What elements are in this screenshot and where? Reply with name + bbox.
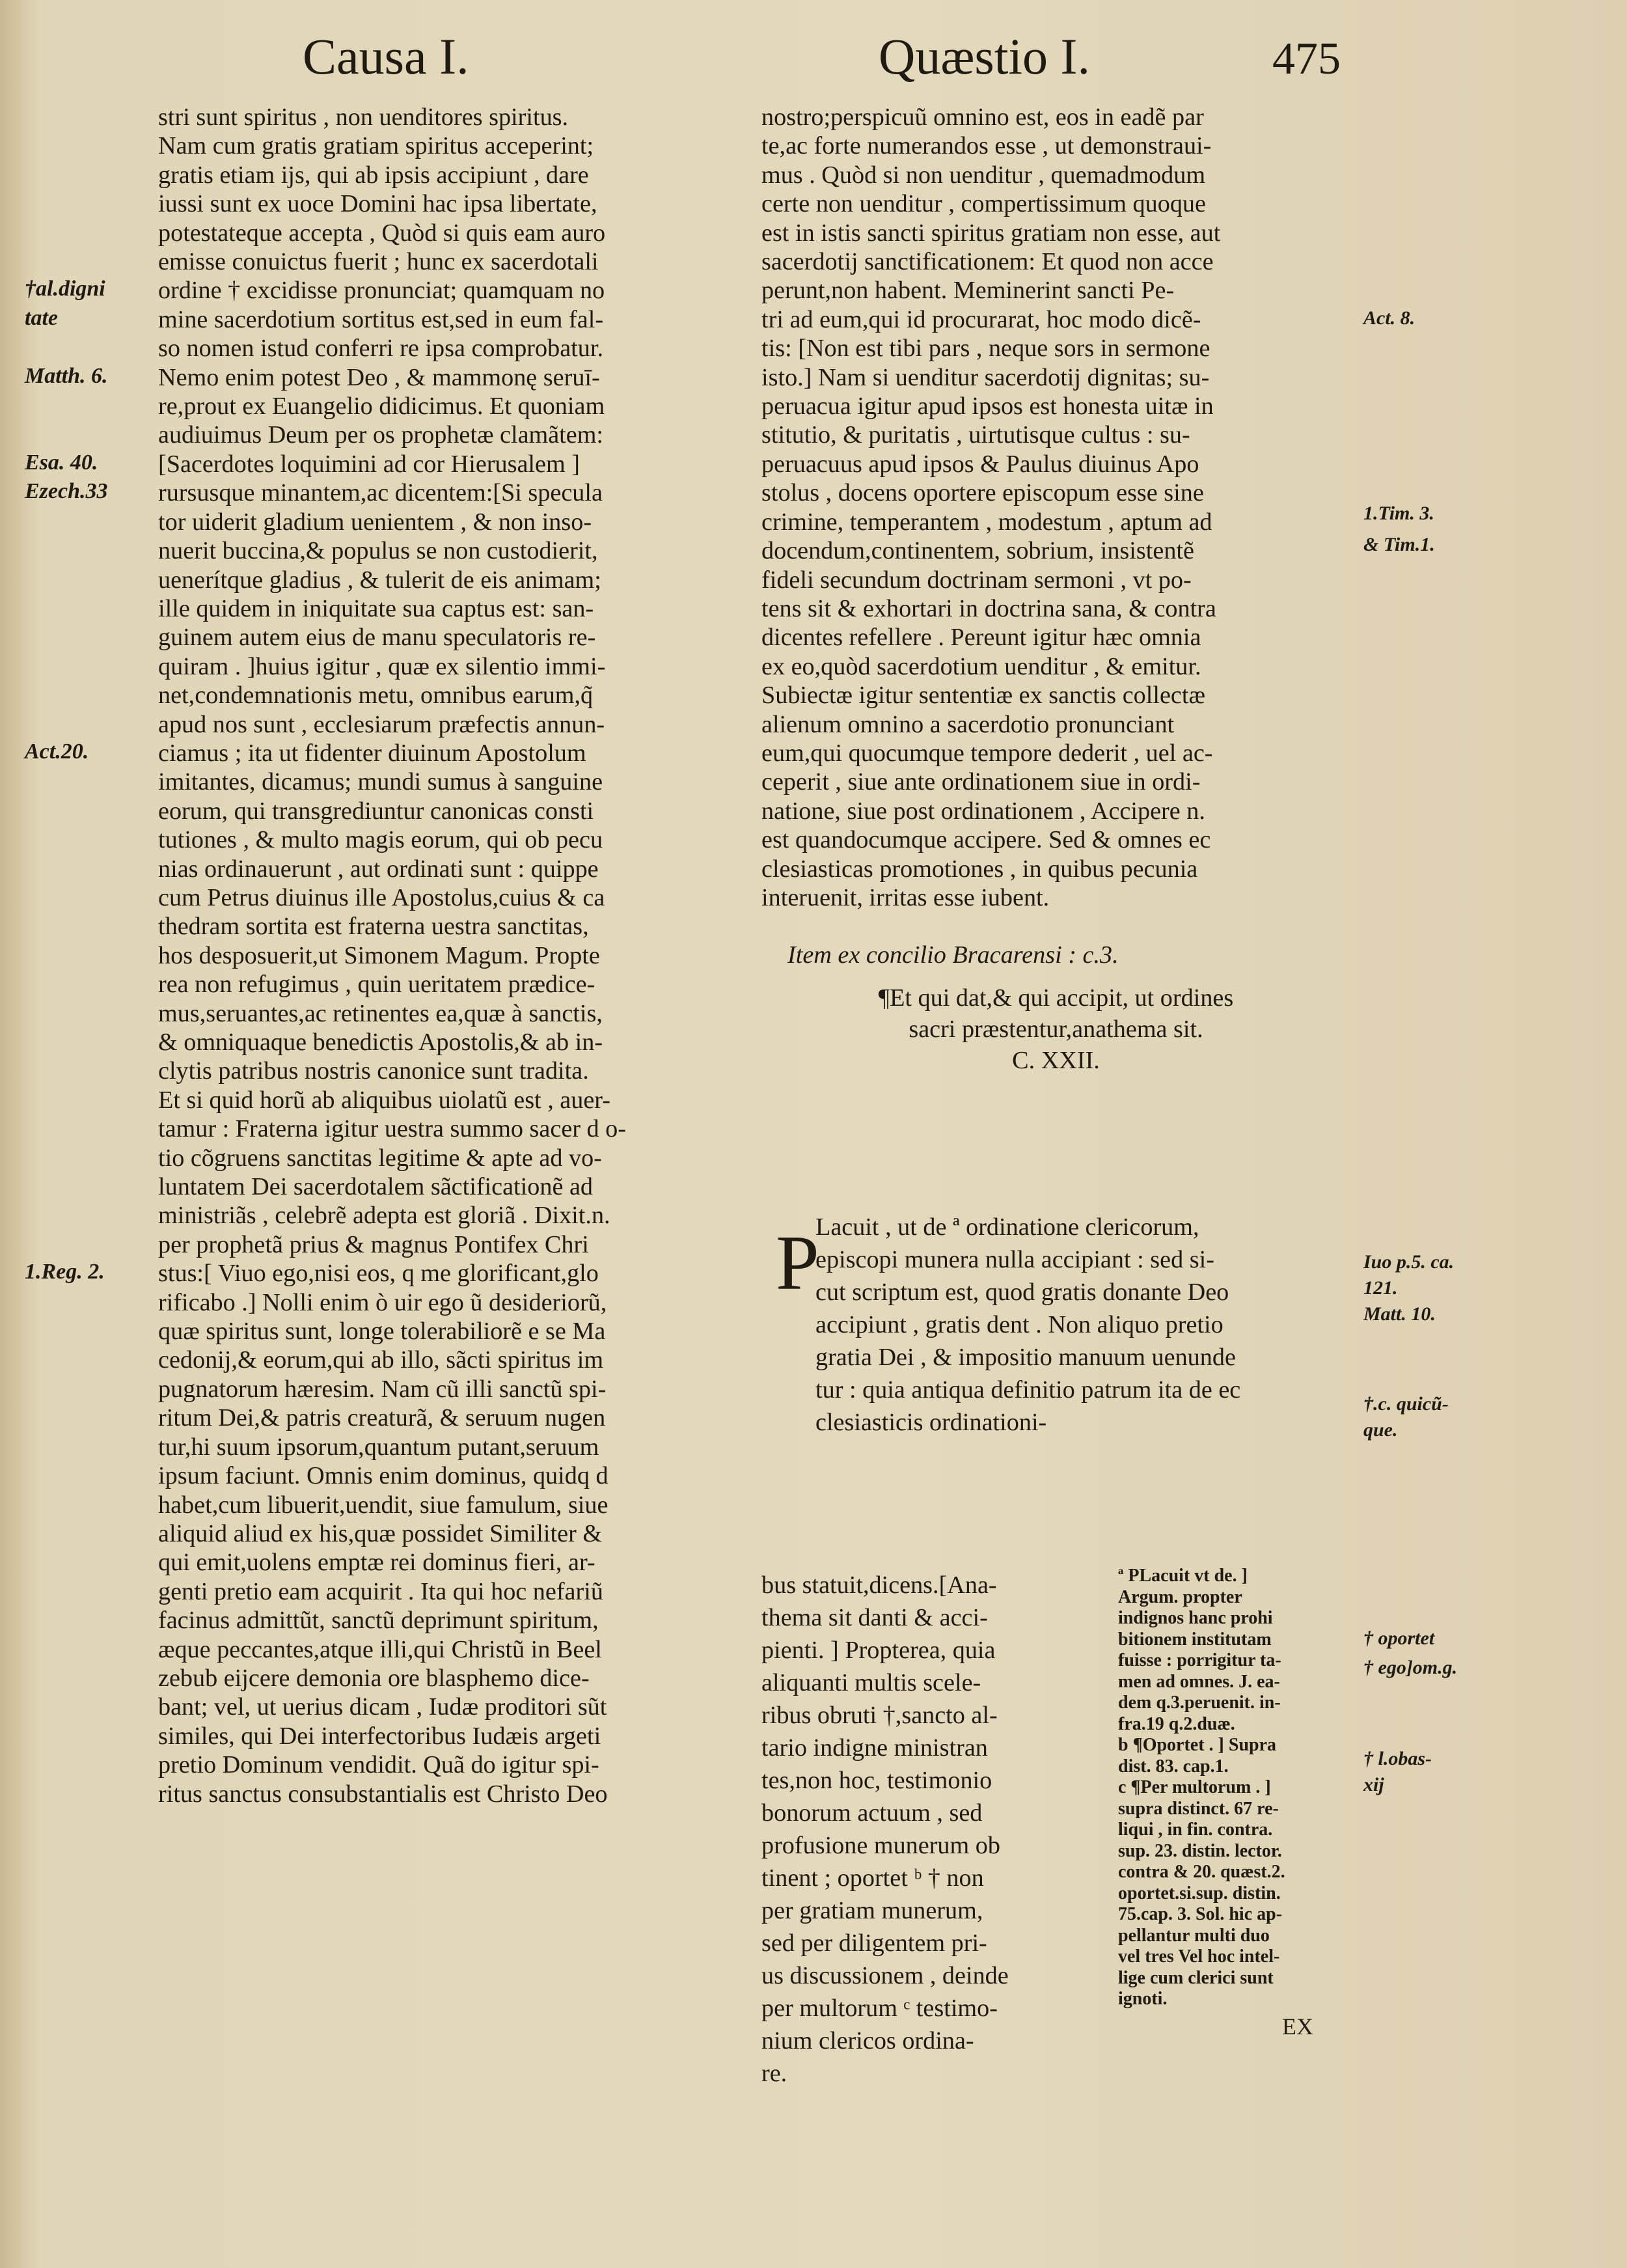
text-line: ille quidem in iniquitate sua captus est: san- bbox=[158, 594, 594, 622]
text-line: potestateque accepta , Quòd si quis eam auro bbox=[158, 219, 606, 247]
text-line: Et si quid horũ ab aliquibus uiolatũ est , auer- bbox=[158, 1086, 610, 1114]
running-head-center: Quæstio I. bbox=[879, 28, 1091, 85]
margin-reference: Ezech.33 bbox=[25, 479, 108, 504]
text-line: peruacuus apud ipsos & Paulus diuinus Apo bbox=[761, 450, 1199, 478]
text-line: [Sacerdotes loquimini ad cor Hierusalem ] bbox=[158, 450, 580, 478]
text-line: ribus obruti †,sancto al- bbox=[761, 1702, 998, 1729]
text-line: audiuimus Deum per os prophetæ clamãtem: bbox=[158, 421, 604, 449]
text-line: tis: [Non est tibi pars , neque sors in sermone bbox=[761, 335, 1210, 363]
text-line: cum Petrus diuinus ille Apostolus,cuius & ca bbox=[158, 883, 605, 911]
text-line: Nam cum gratis gratiam spiritus acceperint; bbox=[158, 132, 594, 160]
text-line: rificabo .] Nolli enim ò uir ego ũ desideriorũ, bbox=[158, 1288, 607, 1316]
text-line: pienti. ] Propterea, quia bbox=[761, 1637, 996, 1664]
text-line: habet,cum libuerit,uendit, siue famulum, siue bbox=[158, 1491, 608, 1519]
text-line: episcopi munera nulla accipiant : sed si- bbox=[815, 1246, 1214, 1273]
margin-reference: 121. bbox=[1363, 1277, 1398, 1299]
text-line: genti pretio eam acquirit . Ita qui hoc nefariũ bbox=[158, 1577, 603, 1605]
text-line: ritus sanctus consubstantialis est Christo Deo bbox=[158, 1780, 608, 1808]
text-line: & omniquaque benedictis Apostolis,& ab in- bbox=[158, 1029, 603, 1056]
margin-reference: xij bbox=[1363, 1774, 1384, 1795]
text-line: clesiasticas promotiones , in quibus pecunia bbox=[761, 855, 1198, 883]
text-line: est quandocumque accipere. Sed & omnes ec bbox=[761, 826, 1211, 854]
text-line: ritum Dei,& patris creaturã, & seruum nugen bbox=[158, 1404, 606, 1432]
text-line: crimine, temperantem , modestum , aptum ad bbox=[761, 508, 1212, 536]
text-line: nias ordinauerunt , aut ordinati sunt : quippe bbox=[158, 855, 599, 883]
gloss-line: oportet.si.sup. distin. bbox=[1118, 1883, 1281, 1903]
margin-reference: 1.Tim. 3. bbox=[1363, 503, 1434, 524]
text-line: facinus admittũt, sanctũ deprimunt spiritum, bbox=[158, 1607, 599, 1635]
text-line: us discussionem , deinde bbox=[761, 1962, 1009, 1989]
text-line: alienum omnino a sacerdotio pronunciant bbox=[761, 710, 1175, 738]
text-line: gratia Dei , & impositio manuum uenunde bbox=[815, 1344, 1236, 1371]
text-line: est in istis sancti spiritus gratiam non esse, aut bbox=[761, 219, 1221, 247]
margin-reference: Iuo p.5. ca. bbox=[1363, 1251, 1455, 1273]
text-line: rea non refugimus , quin ueritatem prædice- bbox=[158, 971, 595, 999]
text-line: similes, qui Dei interfectoribus Iudæis argeti bbox=[158, 1722, 601, 1750]
canon-summary: sacri præstentur,anathema sit. bbox=[909, 1016, 1203, 1044]
text-line: tes,non hoc, testimonio bbox=[761, 1767, 992, 1794]
text-line: quiram . ]huius igitur , quæ ex silentio immi- bbox=[158, 652, 606, 680]
text-line: Lacuit , ut de ª ordinatione clericorum, bbox=[815, 1213, 1199, 1241]
text-line: aliquanti multis scele- bbox=[761, 1669, 981, 1696]
text-line: docendum,continentem, sobrium, insistentẽ bbox=[761, 537, 1194, 565]
gloss-line: fra.19 q.2.duæ. bbox=[1118, 1713, 1235, 1734]
text-line: luntatem Dei sacerdotalem sãctificationẽ ad bbox=[158, 1173, 593, 1201]
text-line: interuenit, irritas esse iubent. bbox=[761, 883, 1050, 911]
margin-reference: Matt. 10. bbox=[1363, 1303, 1436, 1325]
text-line: re. bbox=[761, 2060, 787, 2087]
text-line: mus . Quòd si non uenditur , quemadmodum bbox=[761, 161, 1206, 189]
text-line: tario indigne ministran bbox=[761, 1734, 988, 1762]
canon-text-wide bbox=[815, 1211, 1350, 1439]
text-line: hos desposuerit,ut Simonem Magum. Propte bbox=[158, 941, 600, 969]
text-line: clytis patribus nostris canonice sunt tradita. bbox=[158, 1057, 589, 1085]
gloss-line: dem q.3.peruenit. in- bbox=[1118, 1693, 1281, 1713]
text-line: per multorum ᶜ testimo- bbox=[761, 1995, 998, 2022]
canon-rubric: Item ex concilio Bracarensi : c.3. bbox=[787, 941, 1119, 969]
text-line: re,prout ex Euangelio didicimus. Et quoniam bbox=[158, 393, 605, 421]
canon-text-narrow bbox=[761, 1569, 1106, 2090]
text-line: æque peccantes,atque illi,qui Christũ in Beel bbox=[158, 1635, 602, 1663]
gloss-line: bitionem institutam bbox=[1118, 1629, 1272, 1650]
text-line: sacerdotij sanctificationem: Et quod non acce bbox=[761, 248, 1214, 276]
gloss-line: sup. 23. distin. lector. bbox=[1118, 1840, 1282, 1861]
gloss-line: c ¶Per multorum . ] bbox=[1118, 1777, 1271, 1797]
margin-reference: & Tim.1. bbox=[1363, 534, 1435, 555]
text-line: stitutio, & puritatis , uirtutisque cultus : su- bbox=[761, 421, 1190, 449]
text-line: ordine † excidisse pronunciat; quamquam no bbox=[158, 277, 605, 305]
text-line: ex eo,quòd sacerdotium uenditur , & emitur. bbox=[761, 652, 1201, 680]
margin-reference: †al.digni bbox=[25, 277, 105, 301]
chapter-number: C. XXII. bbox=[1012, 1047, 1100, 1075]
text-line: isto.] Nam si uenditur sacerdotij dignitas; su- bbox=[761, 363, 1210, 391]
text-line: pretio Dominum vendidit. Quã do igitur spi- bbox=[158, 1751, 599, 1779]
text-line: dicentes refellere . Pereunt igitur hæc omnia bbox=[761, 624, 1201, 652]
canon-summary: ¶Et qui dat,& qui accipit, ut ordines bbox=[878, 984, 1234, 1012]
gloss-line: men ad omnes. J. ea- bbox=[1118, 1671, 1280, 1692]
text-line: quæ spiritus sunt, longe tolerabiliorẽ e se Ma bbox=[158, 1318, 606, 1346]
text-line: apud nos sunt , ecclesiarum præfectis annun- bbox=[158, 710, 605, 738]
text-line: accipiunt , gratis dent . Non aliquo pretio bbox=[815, 1311, 1224, 1338]
gloss-line: Argum. propter bbox=[1118, 1586, 1242, 1607]
gloss-line: fuisse : porrigitur ta- bbox=[1118, 1650, 1281, 1670]
text-line: bonorum actuum , sed bbox=[761, 1799, 983, 1827]
text-line: tri ad eum,qui id procurarat, hoc modo dicẽ- bbox=[761, 305, 1201, 333]
text-line: eum,qui quocumque tempore dederit , uel ac- bbox=[761, 739, 1213, 767]
gloss-line: vel tres Vel hoc intel- bbox=[1118, 1946, 1280, 1967]
margin-reference: † oportet bbox=[1363, 1627, 1435, 1649]
text-line: aliquid aliud ex his,quæ possidet Similiter & bbox=[158, 1519, 603, 1547]
gloss-line: pellantur multi duo bbox=[1118, 1925, 1270, 1946]
text-line: sed per diligentem pri- bbox=[761, 1929, 987, 1957]
gloss-line: supra distinct. 67 re- bbox=[1118, 1798, 1279, 1819]
text-line: ceperit , siue ante ordinationem siue in ordi- bbox=[761, 768, 1201, 796]
text-line: eorum, qui transgrediuntur canonicas consti bbox=[158, 797, 594, 825]
text-line: stus:[ Viuo ego,nisi eos, q me glorificant,glo bbox=[158, 1260, 599, 1288]
text-line: perunt,non habent. Meminerint sancti Pe- bbox=[761, 277, 1175, 305]
margin-reference: tate bbox=[25, 305, 58, 330]
margin-reference: Matth. 6. bbox=[25, 363, 108, 388]
text-line: pugnatorum hæresim. Nam cũ illi sanctũ spi- bbox=[158, 1375, 607, 1403]
text-line: iussi sunt ex uoce Domini hac ipsa libertate, bbox=[158, 190, 597, 218]
drop-cap: P bbox=[776, 1219, 819, 1306]
text-line: nium clericos ordina- bbox=[761, 2027, 974, 2054]
text-line: tamur : Fraterna igitur uestra summo sacer d o- bbox=[158, 1115, 626, 1143]
text-line: per prophetã prius & magnus Pontifex Chri bbox=[158, 1230, 589, 1258]
gloss-line: ignoti. bbox=[1118, 1989, 1168, 2009]
gloss-column bbox=[1118, 1566, 1356, 2010]
text-line: tinent ; oportet ᵇ † non bbox=[761, 1864, 984, 1892]
running-head-left: Causa I. bbox=[303, 28, 469, 85]
margin-reference: †.c. quicũ- bbox=[1363, 1393, 1449, 1415]
text-line: tor uiderit gladium uenientem , & non inso- bbox=[158, 508, 592, 536]
text-line: Nemo enim potest Deo , & mammonę seruī- bbox=[158, 363, 600, 391]
gloss-line: 75.cap. 3. Sol. hic ap- bbox=[1118, 1904, 1283, 1924]
text-line: certe non uenditur , compertissimum quoque bbox=[761, 190, 1206, 218]
margin-reference: † ego]om.g. bbox=[1363, 1657, 1458, 1678]
text-line: ciamus ; ita ut fidenter diuinum Apostolum bbox=[158, 739, 586, 767]
text-line: tur : quia antiqua definitio patrum ita de ec bbox=[815, 1376, 1241, 1404]
text-line: nostro;perspicuũ omnino est, eos in eadẽ par bbox=[761, 104, 1204, 131]
catchword: EX bbox=[1282, 2013, 1313, 2040]
text-line: per gratiam munerum, bbox=[761, 1897, 983, 1924]
margin-reference: 1.Reg. 2. bbox=[25, 1260, 105, 1284]
gloss-line: dist. 83. cap.1. bbox=[1118, 1756, 1229, 1777]
text-line: fideli secundum doctrinam sermoni , vt po- bbox=[761, 566, 1192, 594]
text-line: ministriãs , celebrẽ adepta est gloriã . Dixit.n. bbox=[158, 1202, 610, 1230]
text-line: tutiones , & multo magis eorum, qui ob pecu bbox=[158, 826, 603, 854]
text-line: natione, siue post ordinationem , Accipere n. bbox=[761, 797, 1205, 825]
text-line: emisse conuictus fuerit ; hunc ex sacerdotali bbox=[158, 248, 599, 276]
page-number: 475 bbox=[1272, 34, 1341, 84]
text-line: peruacua igitur apud ipsos est honesta uitæ in bbox=[761, 393, 1214, 421]
text-line: zebub eijcere demonia ore blasphemo dice- bbox=[158, 1664, 590, 1692]
text-line: thedram sortita est fraterna uestra sanctitas, bbox=[158, 913, 589, 941]
text-line: bant; vel, ut uerius dicam , Iudæ proditori sũt bbox=[158, 1693, 607, 1721]
right-column-upper bbox=[761, 103, 1350, 1076]
text-line: mine sacerdotium sortitus est,sed in eum fal- bbox=[158, 305, 604, 333]
text-line: tio cõgruens sanctitas legitime & apte ad vo- bbox=[158, 1144, 602, 1172]
text-line: cedonij,& eorum,qui ab illo, sãcti spiritus im bbox=[158, 1346, 604, 1374]
text-line: stolus , docens oportere episcopum esse sine bbox=[761, 479, 1204, 507]
text-line: nuerit buccina,& populus se non custodierit, bbox=[158, 537, 598, 565]
text-line: rursusque minantem,ac dicentem:[Si specula bbox=[158, 479, 603, 507]
gloss-line: contra & 20. quæst.2. bbox=[1118, 1862, 1285, 1882]
text-line: guinem autem eius de manu speculatoris re- bbox=[158, 624, 596, 652]
text-line: imitantes, dicamus; mundi sumus à sanguine bbox=[158, 768, 603, 796]
left-column bbox=[158, 103, 739, 1808]
margin-reference: que. bbox=[1363, 1419, 1398, 1441]
text-line: uenerítque gladius , & tulerit de eis animam; bbox=[158, 566, 601, 594]
gloss-line: ª PLacuit vt de. ] bbox=[1118, 1566, 1248, 1586]
text-line: gratis etiam ijs, qui ab ipsis accipiunt , dare bbox=[158, 161, 589, 189]
text-line: clesiasticis ordinationi- bbox=[815, 1409, 1047, 1436]
text-line: so nomen istud conferri re ipsa comprobatur. bbox=[158, 335, 604, 363]
text-line: qui emit,uolens emptæ rei dominus fieri, ar- bbox=[158, 1549, 595, 1577]
text-line: mus,seruantes,ac retinentes ea,quæ à sanctis, bbox=[158, 999, 603, 1027]
text-line: Subiectæ igitur sententiæ ex sanctis collectæ bbox=[761, 682, 1205, 710]
text-line: tur,hi suum ipsorum,quantum putant,seruum bbox=[158, 1433, 599, 1461]
margin-reference: Act.20. bbox=[25, 739, 89, 764]
text-line: profusione munerum ob bbox=[761, 1832, 1000, 1859]
text-line: bus statuit,dicens.[Ana- bbox=[761, 1571, 997, 1599]
margin-reference: Act. 8. bbox=[1363, 307, 1415, 329]
margin-reference: † l.obas- bbox=[1363, 1748, 1432, 1769]
text-line: tens sit & exhortari in doctrina sana, & contra bbox=[761, 594, 1216, 622]
text-line: thema sit danti & acci- bbox=[761, 1604, 988, 1631]
text-line: ipsum faciunt. Omnis enim dominus, quidq d bbox=[158, 1462, 608, 1490]
text-line: te,ac forte numerandos esse , ut demonstraui- bbox=[761, 132, 1212, 160]
gloss-line: indignos hanc prohi bbox=[1118, 1608, 1273, 1628]
text-line: cut scriptum est, quod gratis donante Deo bbox=[815, 1279, 1229, 1306]
gloss-line: b ¶Oportet . ] Supra bbox=[1118, 1735, 1277, 1755]
gloss-line: lige cum clerici sunt bbox=[1118, 1967, 1274, 1988]
text-line: net,condemnationis metu, omnibus earum,q̃ bbox=[158, 682, 594, 710]
gloss-line: liqui , in fin. contra. bbox=[1118, 1819, 1273, 1840]
margin-reference: Esa. 40. bbox=[25, 450, 98, 475]
text-line: stri sunt spiritus , non uenditores spiritus. bbox=[158, 104, 569, 131]
